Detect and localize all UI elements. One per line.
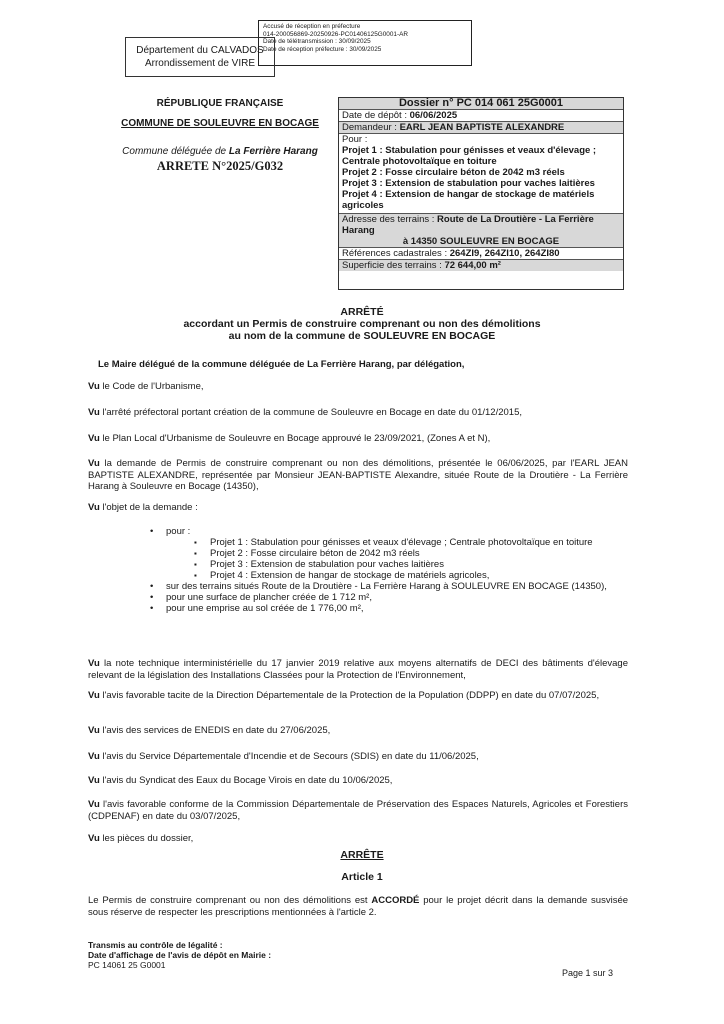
projects-block [339,134,623,214]
surface-row [339,260,623,271]
department-name: Département du CALVADOS [136,45,264,56]
adresse-line2: à 14350 SOULEUVRE EN BOCAGE [402,236,560,247]
vu-note-technique: Vu la note technique interministérielle du 17 janvier 2019 relative aux moyens alternatifs de DECI des bâtiments d'élevage relevant de la législation des Installations Classées pour la Protection de l'Environnement, [88,658,628,681]
delegated-prefix: Commune déléguée de [122,146,227,157]
surface-value: 72 644,00 m² [444,260,501,271]
date-value: 06/06/2025 [409,110,458,121]
pour-label: Pour : [342,134,368,145]
vu-objet: Vu l'objet de la demande : [88,502,198,513]
article-1-text: Le Permis de construire comprenant ou non des démolitions est ACCORDÉ pour le projet décrit dans la demande susvisée sous réserve de respecter les prescriptions mentionnées à l'article 2. [88,895,629,918]
dossier-project-4: Projet 4 : Extension de hangar de stockage de matériels agricoles [342,189,595,211]
arrete-heading: ARRÊTE [340,849,384,861]
objet-project-4: ▪ Projet 4 : Extension de hangar de stockage de matériels agricoles, [194,570,630,581]
objet-pour: • pour : [150,526,630,537]
footer-affichage: Date d'affichage de l'avis de dépôt en Mairie : [88,950,272,960]
stamp-line: Date de réception préfecture : 30/09/2025 [263,45,382,53]
maire-statement: Le Maire délégué de la commune déléguée de La Ferrière Harang, par délégation, [98,359,465,370]
dossier-project-2: Projet 2 : Fosse circulaire béton de 2042 m3 réels [342,167,565,178]
vu-demande: Vu la demande de Permis de construire comprenant ou non des démolitions, présentée le 06/06/2025, par l'EARL JEAN BAPTISTE ALEXANDRE, représentée par Monsieur JEAN-BAPTISTE Alexandre, située Route de la Droutière - La Ferrière Harang à Souleuvre en Bocage (14350), [88,458,628,492]
demandeur-row [339,122,623,134]
vu-code-urbanisme: Vu le Code de l'Urbanisme, [88,381,204,392]
page-number: Page 1 sur 3 [562,968,614,978]
vu-syndicat-eaux: Vu l'avis du Syndicat des Eaux du Bocage Virois en date du 10/06/2025, [88,775,393,786]
refs-label: Références cadastrales : [342,248,448,259]
objet-project-2: ▪ Projet 2 : Fosse circulaire béton de 2042 m3 réels [194,548,630,559]
arrondissement-name: Arrondissement de VIRE [144,58,256,69]
adresse-line1: Route de La Droutière - La Ferrière Harang [342,214,594,236]
delegated-commune [100,145,340,159]
objet-plancher: • pour une surface de plancher créée de 1 712 m², [150,592,630,603]
vu-plu: Vu le Plan Local d'Urbanisme de Souleuvre en Bocage approuvé le 23/09/2021, (Zones A et N), [88,433,491,444]
stamp-line: 014-200056869-20250926-PC01406125G0001-AR [263,30,408,38]
main-title-line3: au nom de la commune de SOULEUVRE EN BOCAGE [228,330,496,342]
main-title-line2: accordant un Permis de construire comprenant ou non des démolitions [183,318,541,330]
department-box [125,37,275,77]
objet-project-1: ▪ Projet 1 : Stabulation pour génisses et veaux d'élevage ; Centrale photovoltaïque en toiture [194,537,630,548]
vu-arrete-prefectoral: Vu l'arrêté préfectoral portant création de la commune de Souleuvre en Bocage en date du 01/12/2015, [88,407,523,418]
footer-reference: PC 14061 25 G0001 [88,960,166,970]
date-label: Date de dépôt : [342,110,407,121]
reception-stamp [258,20,472,66]
main-title-arrete: ARRÊTÉ [340,306,384,318]
document-header [100,97,340,173]
refs-value: 264ZI9, 264ZI10, 264ZI80 [449,248,560,259]
dossier-title: Dossier n° PC 014 061 25G0001 [339,98,623,110]
main-title [0,306,724,342]
stamp-line: Date de télétransmission : 30/09/2025 [263,38,371,46]
objet-project-3: ▪ Projet 3 : Extension de stabulation pour vaches laitières [194,559,630,570]
delegated-name: La Ferrière Harang [228,146,318,157]
dossier-project-3: Projet 3 : Extension de stabulation pour vaches laitières [342,178,595,189]
surface-label: Superficie des terrains : [342,260,442,271]
objet-list [150,526,630,614]
vu-cdpenaf: Vu l'avis favorable conforme de la Commission Départementale de Préservation des Espaces Naturels, Agricoles et Forestiers (CDPENAF) en date du 03/07/2025, [88,799,628,822]
demandeur-value: EARL JEAN BAPTISTE ALEXANDRE [399,122,565,133]
objet-emprise: • pour une emprise au sol créée de 1 776,00 m², [150,603,630,614]
article-1-heading: Article 1 [341,871,383,883]
footer-block [88,940,271,970]
dossier-project-1: Projet 1 : Stabulation pour génisses et veaux d'élevage ; Centrale photovoltaïque en toiture [342,145,597,167]
refs-row [339,248,623,260]
vu-pieces: Vu les pièces du dossier, [88,833,194,844]
vu-enedis: Vu l'avis des services de ENEDIS en date du 27/06/2025, [88,725,331,736]
commune-label: COMMUNE DE SOULEUVRE EN BOCAGE [121,118,319,129]
adresse-row [339,214,623,248]
footer-transmis: Transmis au contrôle de légalité : [88,940,223,950]
adresse-label: Adresse des terrains : [342,214,435,225]
objet-terrains: • sur des terrains situés Route de la Droutière - La Ferrière Harang à SOULEUVRE EN BOCAGE (14350), [150,581,630,592]
dossier-box [338,97,624,290]
vu-sdis: Vu l'avis du Service Départementale d'Incendie et de Secours (SDIS) en date du 11/06/2025, [88,751,479,762]
demandeur-label: Demandeur : [342,122,397,133]
stamp-line: Accusé de réception en préfecture [263,23,361,30]
date-row [339,110,623,122]
republic-label: RÉPUBLIQUE FRANÇAISE [156,98,284,109]
arrete-number: ARRETE N°2025/G032 [156,159,284,173]
vu-ddpp: Vu l'avis favorable tacite de la Direction Départementale de la Protection de la Population (DDPP) en date du 07/07/2025, [88,690,600,701]
